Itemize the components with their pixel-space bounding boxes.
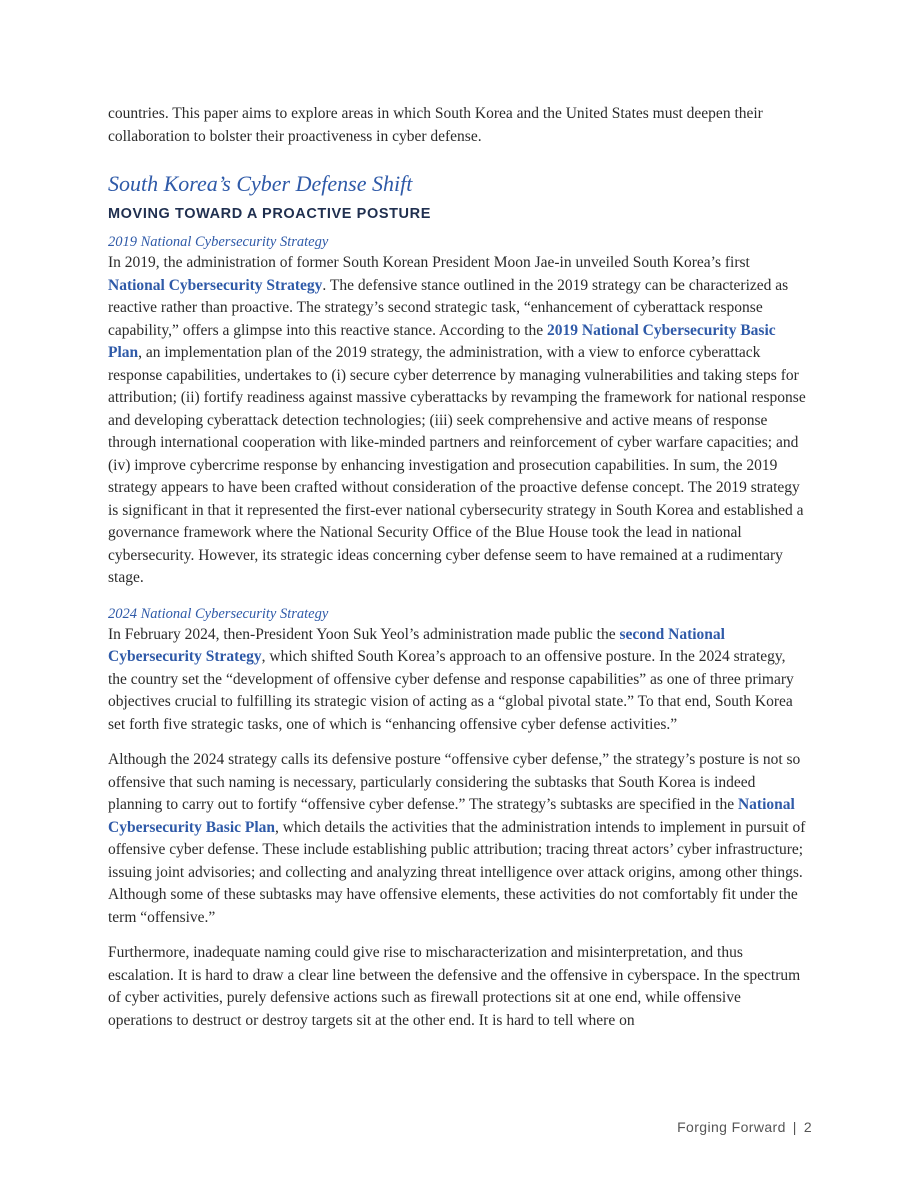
subsection-heading-2019: 2019 National Cybersecurity Strategy — [108, 234, 329, 250]
paragraph-text: Although the 2024 strategy calls its defensive posture “offensive cyber defense,” the strategy’s posture is not so offensive that such naming is necessary, particularly considering the subtasks that South Korea is indeed planning to carry out to fortify “offensive cyber defense.” The strategy’s subtasks are specified in the — [108, 751, 801, 813]
paragraph-2024-b — [108, 749, 808, 929]
page-footer — [677, 1119, 812, 1135]
paragraph-2024-a — [108, 624, 808, 737]
section-subheading: MOVING TOWARD A PROACTIVE POSTURE — [108, 206, 431, 222]
paragraph-text: , which shifted South Korea’s approach to an offensive posture. In the 2024 strategy, the country set the “development of offensive cyber defense and response capabilities” as one of three primary objectives crucial to fulfilling its strategic vision of acting as a “global pivotal state.” To that end, South Korea set forth five strategic tasks, one of which is “enhancing offensive cyber defense activities.” — [108, 648, 794, 733]
link-2019-basic-plan[interactable]: 2019 National Cybersecurity Basic Plan — [108, 321, 776, 361]
link-basic-plan[interactable]: National Cybersecurity Basic Plan — [108, 796, 795, 836]
link-second-national-strategy[interactable]: second National Cybersecurity Strategy — [108, 625, 725, 665]
paragraph-text: , which details the activities that the administration intends to implement in pursuit of offensive cyber defense. These include establishing public attribution; tracing threat actors’ cyber infrastructure; issuing joint advisories; and collecting and analyzing threat intelligence over attack origins, among other things. Although some of these subtasks may have offensive elements, these activities do not comfortably fit under the term “offensive.” — [108, 818, 806, 926]
paragraph-text: In February 2024, then-President Yoon Suk Yeol’s administration made public the — [108, 625, 620, 643]
paragraph-2019 — [108, 252, 808, 590]
paragraph-text: In 2019, the administration of former South Korean President Moon Jae-in unveiled South Korea’s first — [108, 254, 750, 271]
section-title: South Korea’s Cyber Defense Shift — [108, 171, 413, 196]
footer-separator: | — [792, 1119, 797, 1135]
footer-title: Forging Forward — [677, 1119, 786, 1135]
paragraph-2024-c: Furthermore, inadequate naming could give rise to mischaracterization and misinterpretation, and thus escalation. It is hard to draw a clear line between the defensive and the offensive in cyberspace. In the spectrum of cyber activities, purely defensive actions such as firewall protections sit at one end, while offensive operations to destruct or destroy targets sit at the other end. It is hard to tell where on — [108, 944, 801, 1029]
paragraph-text: , an implementation plan of the 2019 strategy, the administration, with a view to enforce cyberattack response capabilities, undertakes to (i) secure cyber deterrence by managing vulnerabilities and taking steps for attribution; (ii) fortify readiness against massive cyberattacks by revamping the framework for national response and developing cyberattack detection technologies; (iii) seek comprehensive and active means of response through international cooperation with like-minded partners and reinforcement of cyber warfare capacities; and (iv) improve cybercrime response by enhancing investigation and prosecution capabilities. In sum, the 2019 strategy appears to have been crafted without consideration of the proactive defense concept. The 2019 strategy is significant in that it represented the first-ever national cybersecurity strategy in South Korea and established a governance framework where the National Security Office of the Blue House took the lead in national cybersecurity. However, its strategic ideas concerning cyber defense seem to have remained at a rudimentary stage. — [108, 344, 806, 586]
link-national-cybersecurity-strategy[interactable]: National Cybersecurity Strategy — [108, 276, 323, 294]
subsection-heading-2024: 2024 National Cybersecurity Strategy — [108, 605, 329, 622]
page-content — [108, 103, 808, 1032]
paragraph-text: . The defensive stance outlined in the 2019 strategy can be characterized as reactive rather than proactive. The strategy’s second strategic task, “enhancement of cyberattack response capability,” offers a glimpse into this reactive stance. According to the — [108, 276, 789, 339]
page-number: 2 — [803, 1119, 812, 1135]
paragraph-gap — [108, 736, 808, 749]
intro-paragraph: countries. This paper aims to explore areas in which South Korea and the United States must deepen their collaboration to bolster their proactiveness in cyber defense. — [108, 105, 763, 145]
paragraph-gap — [108, 929, 808, 942]
